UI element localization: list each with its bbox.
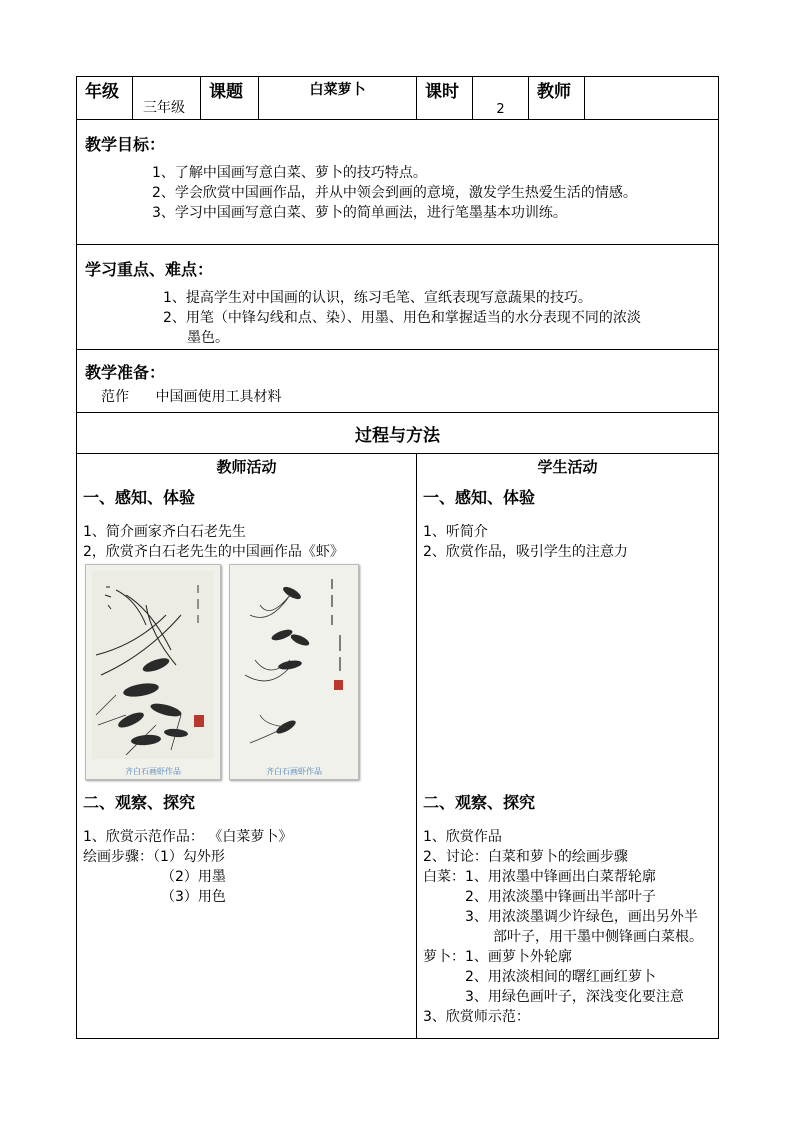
student-column-head: 学生活动: [537, 458, 598, 476]
teacher-section1-title: 一、感知、体验: [83, 488, 196, 507]
student-line: 萝卜：1、画萝卜外轮廓: [423, 949, 572, 965]
lesson-plan-table: [76, 76, 719, 1039]
teacher-label: 教师: [529, 77, 585, 120]
preparation-title: 教学准备：: [85, 363, 166, 382]
goal-item: 1、了解中国画写意白菜、萝卜的技巧特点。: [152, 165, 427, 181]
teacher-value: [585, 77, 719, 120]
grade-value: 三年级: [133, 77, 201, 120]
preparation-item-tools: 中国画使用工具材料: [155, 389, 282, 405]
teacher-section2: [77, 790, 416, 907]
teacher-line: 1、简介画家齐白石老先生: [83, 524, 246, 540]
student-line: 1、欣赏作品: [423, 829, 502, 845]
preparation-item-sample: 范作: [101, 389, 129, 405]
teacher-section2-lines: [83, 827, 416, 907]
preparation-items: [101, 387, 718, 407]
goal-item: 3、学习中国画写意白菜、萝卜的简单画法，进行笔墨基本功训练。: [152, 205, 567, 221]
process-row: [77, 454, 719, 1039]
student-line: 白菜：1、用浓墨中锋画出白菜帮轮廓: [423, 869, 656, 885]
teacher-step: （3）用色: [161, 889, 226, 905]
hours-value: 2: [473, 77, 529, 120]
shrimp-painting-1: [85, 564, 221, 780]
teacher-column-head: 教师活动: [216, 458, 277, 476]
hours-label: 课时: [417, 77, 473, 120]
teacher-section1-lines: [83, 522, 416, 562]
student-line: 3、用浓淡墨调少许绿色，画出另外半: [465, 909, 698, 925]
goals-list: [152, 163, 718, 223]
teacher-line: 绘画步骤：（1）勾外形: [83, 849, 225, 865]
topic-value: 白菜萝卜: [259, 77, 417, 120]
teacher-line: 2，欣赏齐白石老先生的中国画作品《虾》: [83, 544, 344, 560]
student-line: 2、讨论：白菜和萝卜的绘画步骤: [423, 849, 628, 865]
key-point-item: 2、用笔（中锋勾线和点、染）、用墨、用色和掌握适当的水分表现不同的浓淡: [163, 310, 641, 326]
goal-item: 2、学会欣赏中国画作品，并从中领会到画的意境，激发学生热爱生活的情感。: [152, 185, 637, 201]
key-point-item: 墨色。: [187, 330, 229, 346]
process-title: 过程与方法: [77, 413, 719, 454]
goals-title: 教学目标：: [85, 135, 166, 154]
key-points-list: [163, 288, 718, 348]
student-section2-title: 二、观察、探究: [423, 793, 536, 812]
topic-label: 课题: [201, 77, 259, 120]
lesson-plan: [76, 76, 718, 1039]
key-points-row: [77, 245, 719, 350]
key-point-item: 1、提高学生对中国画的认识，练习毛笔、宣纸表现写意蔬果的技巧。: [163, 290, 592, 306]
header-row: [77, 77, 719, 120]
student-line: 1、听简介: [423, 524, 488, 540]
student-line: 2、用浓淡墨中锋画出半部叶子: [465, 889, 656, 905]
student-column: [417, 454, 719, 1039]
student-section2: [417, 790, 718, 1027]
key-points-title: 学习重点、难点：: [85, 260, 214, 279]
painting-caption-2: 齐白石画虾作品: [266, 767, 322, 776]
student-section1-lines: [423, 522, 718, 562]
goals-row: [77, 120, 719, 245]
student-line: 3、欣赏师示范：: [423, 1009, 530, 1025]
student-section1-title: 一、感知、体验: [423, 488, 536, 507]
shrimp-painting-2: [229, 564, 359, 780]
student-line: 部叶子，用干墨中侧锋画白菜根。: [493, 929, 703, 945]
preparation-row: [77, 350, 719, 413]
student-section2-lines: [423, 827, 718, 1027]
painting-caption-1: 齐白石画虾作品: [125, 767, 181, 776]
teacher-section2-title: 二、观察、探究: [83, 793, 196, 812]
process-title-row: [77, 413, 719, 454]
teacher-column: [77, 454, 417, 1039]
teacher-line: 1、欣赏示范作品： 《白菜萝卜》: [83, 829, 293, 845]
student-line: 3、用绿色画叶子，深浅变化要注意: [465, 989, 684, 1005]
shrimp-painting-2-art: [230, 565, 358, 765]
student-line: 2、用浓淡相间的曙红画红萝卜: [465, 969, 656, 985]
teacher-step: （2）用墨: [161, 869, 226, 885]
shrimp-painting-1-art: [86, 565, 220, 765]
student-line: 2、欣赏作品，吸引学生的注意力: [423, 544, 628, 560]
grade-label: 年级: [77, 77, 133, 120]
